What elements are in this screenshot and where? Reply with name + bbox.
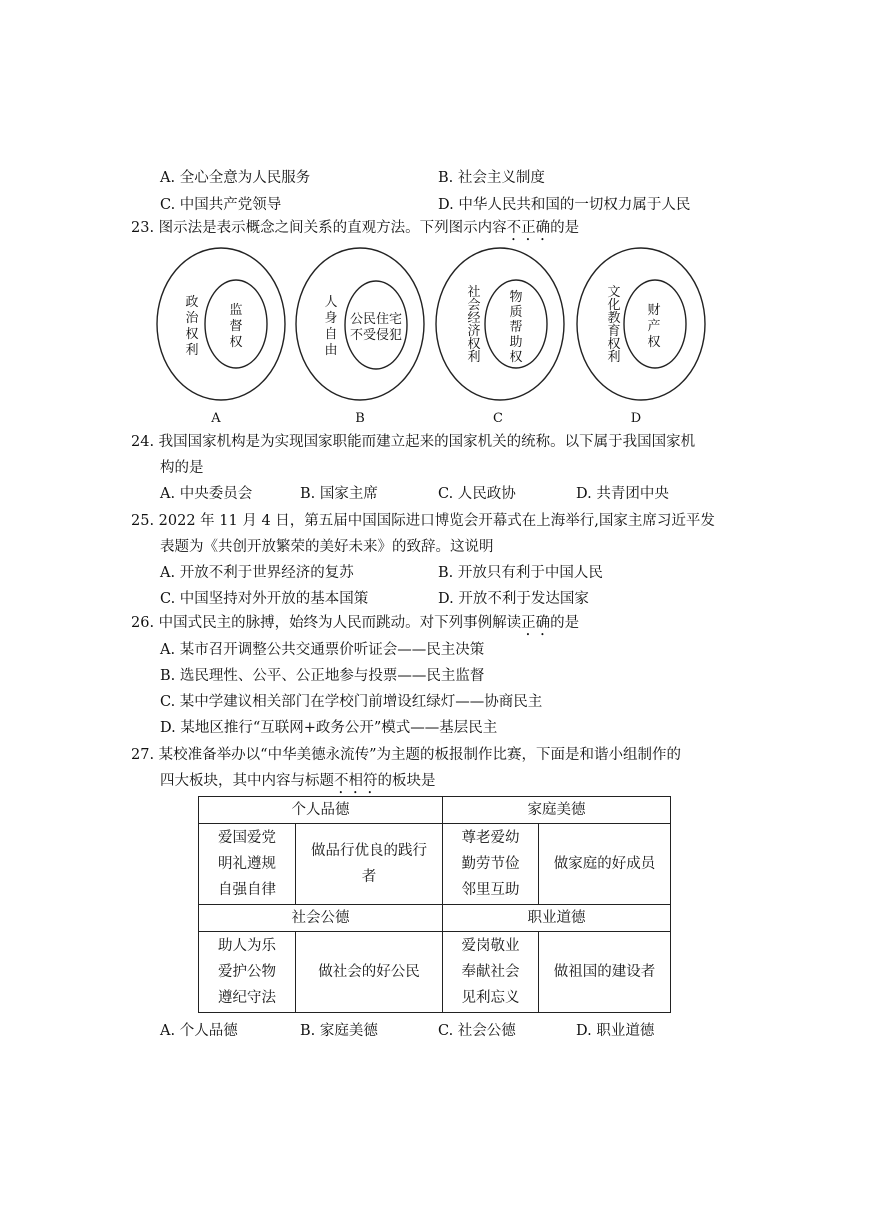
diagram-c-inner-5: 权 — [509, 350, 523, 365]
diagram-a-outer-1: 政 — [185, 295, 199, 310]
diagram-c-inner-1: 物 — [509, 290, 523, 305]
desc-cell: 做家庭的好成员 — [539, 824, 671, 905]
q27-option-a: A. 个人品德 — [160, 1023, 238, 1039]
diagram-d-letter: D — [630, 411, 642, 426]
diagram-d — [577, 248, 705, 426]
emphasis-text: 不正确 — [506, 220, 551, 236]
q23-stem: 23. 图示法是表示概念之间关系的直观方法。下列图示内容不正确的是 — [131, 220, 580, 236]
diagram-b — [296, 248, 424, 426]
q24-option-c: C. 人民政协 — [438, 486, 516, 502]
diagram-b-outer-1: 人 — [324, 295, 338, 310]
diagram-b-outer-3: 自 — [324, 327, 338, 342]
diagram-d-outer-5: 权 — [607, 337, 621, 352]
q25-stem-line-1: 25. 2022 年 11 月 4 日，第五届中国国际进口博览会开幕式在上海举行,国家主席习近平发 — [131, 513, 715, 529]
diagram-c-outer-4: 济 — [467, 324, 481, 339]
diagram-c-inner-2: 质 — [509, 305, 523, 320]
table-row — [199, 905, 671, 932]
header-personal-morality: 个人品德 — [199, 797, 443, 824]
diagram-d-outer-4: 育 — [607, 324, 621, 339]
q26-option-d: D. 某地区推行“互联网+政务公开”模式——基层民主 — [160, 720, 498, 736]
q26-option-a: A. 某市召开调整公共交通票价听证会——民主决策 — [160, 642, 485, 658]
q24-option-b: B. 国家主席 — [300, 486, 378, 502]
diagram-c-inner-4: 助 — [509, 335, 523, 350]
diagram-a-inner-2: 督 — [229, 319, 243, 334]
diagram-c-outer-5: 权 — [467, 337, 481, 352]
diagram-c-inner-3: 帮 — [509, 320, 523, 335]
q22-option-d: D. 中华人民共和国的一切权力属于人民 — [438, 197, 691, 213]
diagram-c-outer-2: 会 — [467, 298, 481, 313]
content-cell: 爱国爱党 明礼遵规 自强自律 — [199, 824, 296, 905]
diagram-a — [157, 248, 285, 426]
diagram-d-outer-1: 文 — [607, 285, 621, 300]
desc-cell: 做品行优良的践行 者 — [296, 824, 443, 905]
q24-option-a: A. 中央委员会 — [160, 486, 253, 502]
header-professional-ethics: 职业道德 — [443, 905, 671, 932]
diagram-b-letter: B — [355, 411, 365, 426]
diagram-a-outer-4: 利 — [185, 343, 199, 358]
emphasis-text: 正确 — [521, 615, 551, 631]
header-family-virtue: 家庭美德 — [443, 797, 671, 824]
diagram-a-outer-2: 治 — [185, 311, 199, 326]
diagram-c-outer-3: 经 — [467, 311, 481, 326]
q22-option-a: A. 全心全意为人民服务 — [160, 170, 311, 186]
diagram-d-outer-6: 利 — [607, 350, 621, 365]
diagram-a-inner-3: 权 — [229, 335, 243, 350]
content-cell: 助人为乐 爱护公物 遵纪守法 — [199, 932, 296, 1013]
q25-option-c: C. 中国坚持对外开放的基本国策 — [160, 591, 369, 607]
diagram-d-inner-1: 财 — [647, 303, 661, 318]
diagram-a-inner-1: 监 — [229, 303, 243, 318]
desc-cell: 做祖国的建设者 — [539, 932, 671, 1013]
diagram-d-inner-2: 产 — [647, 319, 661, 334]
q25-stem-line-2: 表题为《共创开放繁荣的美好未来》的致辞。这说明 — [160, 539, 494, 555]
diagram-b-inner-row-2: 不受侵犯 — [349, 328, 403, 343]
diagram-b-outer-4: 由 — [324, 343, 338, 358]
emphasis-text: 不相符 — [334, 773, 378, 789]
q27-stem-line-1: 27. 某校准备举办以“中华美德永流传”为主题的板报制作比赛，下面是和谐小组制作的 — [131, 747, 681, 763]
q22-option-b: B. 社会主义制度 — [438, 170, 545, 186]
q25-option-a: A. 开放不利于世界经济的复苏 — [160, 565, 354, 581]
diagram-a-outer-3: 权 — [185, 327, 199, 342]
q24-stem-line-1: 24. 我国国家机构是为实现国家职能而建立起来的国家机关的统称。以下属于我国国家机 — [131, 434, 696, 450]
diagram-b-inner-row-1: 公民住宅 — [349, 312, 403, 327]
q26-option-c: C. 某中学建议相关部门在学校门前增设红绿灯——协商民主 — [160, 694, 543, 710]
q26-option-b: B. 选民理性、公平、公正地参与投票——民主监督 — [160, 668, 485, 684]
diagram-d-outer-3: 教 — [607, 311, 621, 326]
table-row — [199, 932, 671, 1013]
q25-option-b: B. 开放只有利于中国人民 — [438, 565, 603, 581]
diagram-c-letter: C — [493, 411, 503, 426]
q22-option-c: C. 中国共产党领导 — [160, 197, 282, 213]
diagram-d-inner-3: 权 — [647, 335, 661, 350]
q26-stem: 26. 中国式民主的脉搏，始终为人民而跳动。对下列事例解读正确的是 — [131, 615, 580, 631]
table-row — [199, 797, 671, 824]
board-table — [198, 796, 671, 1013]
header-social-morality: 社会公德 — [199, 905, 443, 932]
diagram-c-outer-1: 社 — [467, 285, 481, 300]
q25-option-d: D. 开放不利于发达国家 — [438, 591, 589, 607]
content-cell: 爱岗敬业 奉献社会 见利忘义 — [443, 932, 539, 1013]
diagram-d-outer-2: 化 — [607, 298, 621, 313]
q27-option-b: B. 家庭美德 — [300, 1023, 378, 1039]
diagram-a-letter: A — [211, 411, 221, 426]
diagram-c-outer-6: 利 — [467, 350, 481, 365]
q23-diagrams — [0, 0, 869, 440]
desc-cell: 做社会的好公民 — [296, 932, 443, 1013]
q24-option-d: D. 共青团中央 — [576, 486, 669, 502]
table-row — [199, 824, 671, 905]
diagram-c — [436, 248, 564, 426]
q24-stem-line-2: 构的是 — [160, 460, 204, 476]
q27-stem-line-2: 四大板块，其中内容与标题不相符的板块是 — [160, 773, 436, 789]
diagram-b-outer-2: 身 — [324, 311, 338, 326]
q27-option-d: D. 职业道德 — [576, 1023, 655, 1039]
q27-option-c: C. 社会公德 — [438, 1023, 516, 1039]
content-cell: 尊老爱幼 勤劳节俭 邻里互助 — [443, 824, 539, 905]
